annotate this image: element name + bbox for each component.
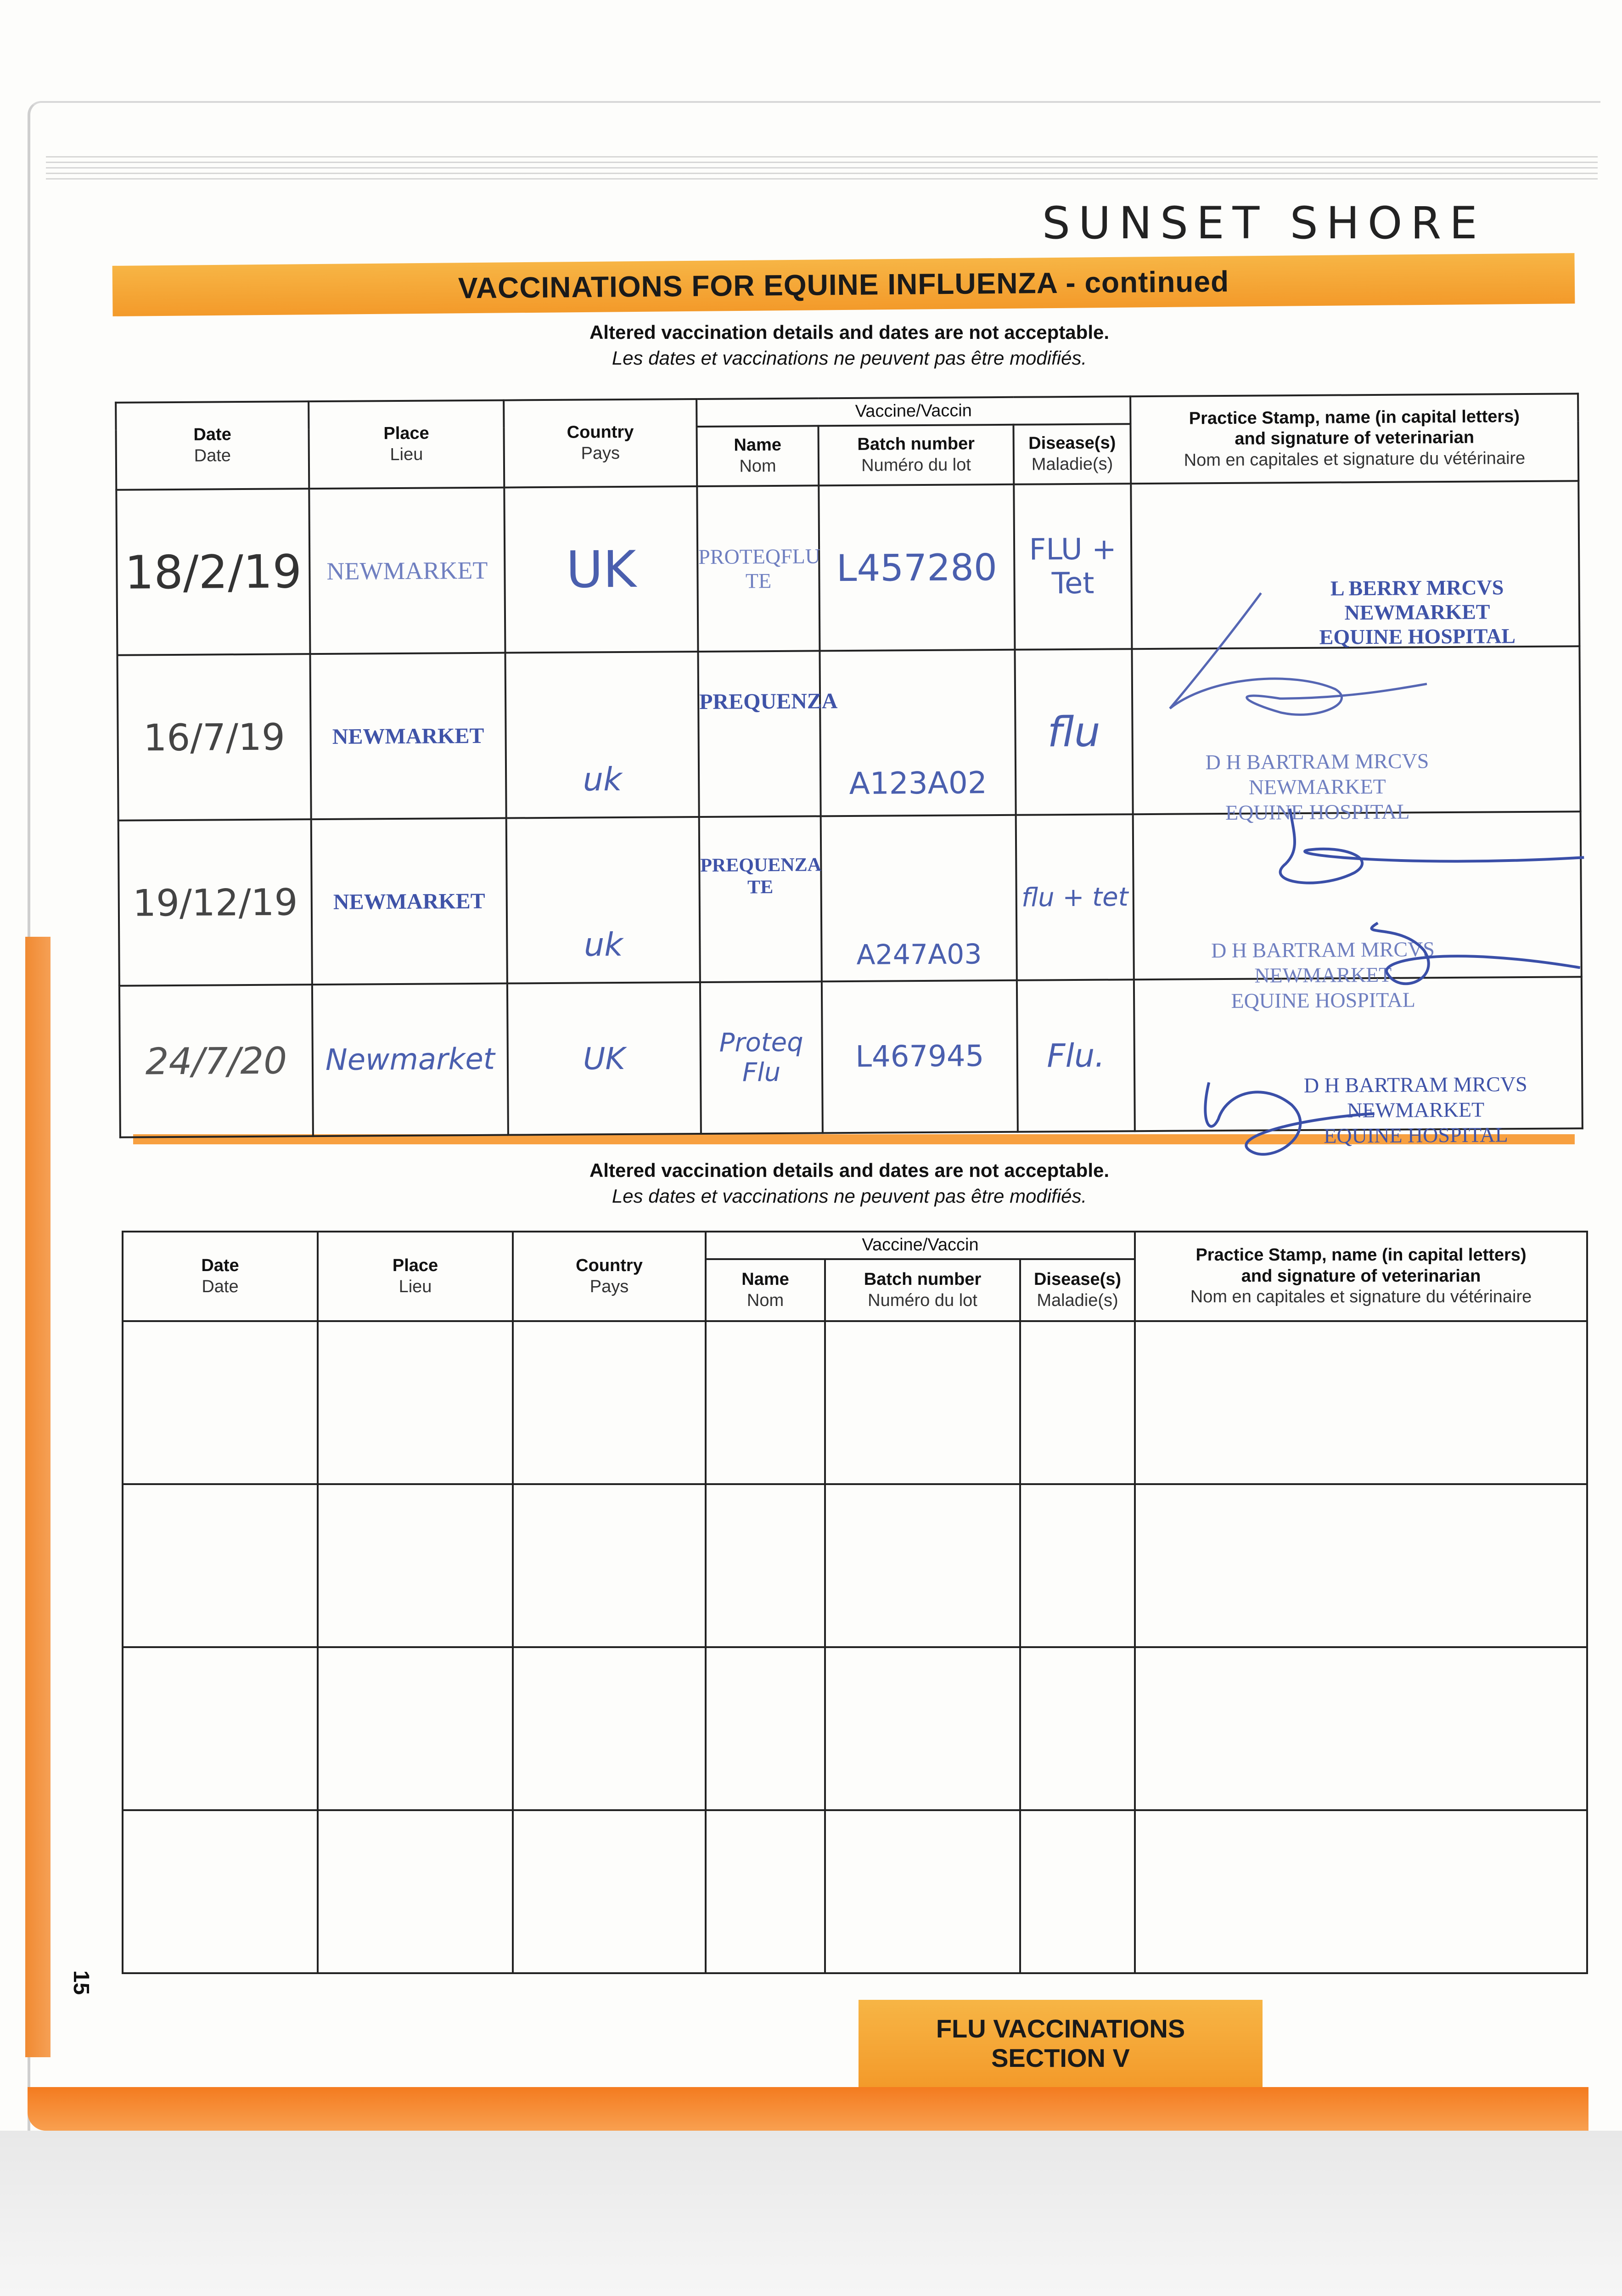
header-country: Country Pays: [513, 1232, 706, 1321]
date-cell: 19/12/19: [118, 819, 312, 986]
date-cell: 24/7/20: [119, 985, 313, 1137]
table-row-empty: [123, 1810, 1587, 1973]
orange-bottom-edge: [28, 2087, 1588, 2131]
vaccine-name-cell: Proteq Flu: [700, 981, 823, 1134]
vaccination-table-bottom: [122, 1231, 1588, 1974]
header-date: Date Date: [116, 401, 309, 490]
stamp-line: EQUINE HOSPITAL: [1319, 624, 1516, 649]
stamp-line: EQUINE HOSPITAL: [1324, 1123, 1508, 1148]
place-cell: NEWMARKET: [310, 653, 506, 820]
section-tag-line2: SECTION V: [991, 2043, 1130, 2072]
header-batch: Batch number Numéro du lot: [825, 1259, 1020, 1321]
vaccine-name-cell: PROTEQFLU TE: [697, 485, 819, 652]
header-disease: Disease(s) Maladie(s): [1013, 424, 1131, 484]
vet-signature: [1226, 798, 1594, 892]
stamp-cell: [1131, 481, 1579, 649]
section-tag-line1: FLU VACCINATIONS: [936, 2014, 1185, 2043]
table-row-empty: [123, 1484, 1587, 1647]
orange-spine: [25, 937, 51, 2057]
country-cell: UK: [507, 982, 701, 1135]
stamp-line: NEWMARKET: [1254, 962, 1392, 987]
vet-signature: [1309, 908, 1585, 1011]
notice-fr: Les dates et vaccinations ne peuvent pas être modifiés.: [612, 1185, 1087, 1207]
date-cell: 16/7/19: [118, 654, 311, 821]
vaccine-name-cell: PREQUENZA: [698, 651, 820, 817]
stamp-line: EQUINE HOSPITAL: [1225, 799, 1410, 825]
batch-cell: A247A03: [821, 815, 1017, 982]
header-vaccine: Vaccine/Vaccin: [696, 396, 1130, 427]
scan-artifact: [46, 156, 1598, 184]
date-cell: 18/2/19: [116, 489, 310, 655]
header-batch: Batch number Numéro du lot: [818, 425, 1014, 486]
notice-bottom: [321, 1159, 1377, 1207]
country-cell: uk: [506, 817, 700, 984]
page-number: 15: [69, 1970, 94, 1995]
header-date: Date Date: [123, 1232, 318, 1321]
place-cell: Newmarket: [312, 984, 508, 1137]
place-cell: NEWMARKET: [311, 818, 507, 985]
notice-fr: Les dates et vaccinations ne peuvent pas être modifiés.: [612, 347, 1087, 369]
stamp-line: D H BARTRAM MRCVS: [1205, 749, 1429, 774]
header-stamp: Practice Stamp, name (in capital letters) and signature of veterinarian Nom en capitales et signature du vétérinaire: [1130, 394, 1578, 484]
notice-en: Altered vaccination details and dates are not acceptable.: [589, 1159, 1110, 1181]
batch-cell: L457280: [819, 484, 1015, 651]
header-country: Country Pays: [504, 399, 697, 488]
disease-cell: flu + tet: [1016, 814, 1134, 980]
country-cell: UK: [504, 486, 698, 653]
vaccine-name-cell: PREQUENZA TE: [699, 816, 822, 982]
batch-cell: A123A02: [819, 650, 1016, 816]
disease-cell: Flu.: [1017, 979, 1135, 1132]
disease-cell: flu: [1015, 649, 1133, 815]
section-tag: [859, 2000, 1263, 2087]
stamp-line: NEWMARKET: [1344, 600, 1490, 625]
stamp-line: EQUINE HOSPITAL: [1231, 988, 1415, 1013]
place-cell: NEWMARKET: [309, 488, 505, 654]
header-name: Name Nom: [696, 426, 819, 486]
country-cell: uk: [505, 652, 699, 818]
stamp-line: D H BARTRAM MRCVS: [1211, 937, 1435, 962]
scan-shadow: [0, 2131, 1622, 2296]
header-vaccine: Vaccine/Vaccin: [706, 1232, 1135, 1259]
table-row-empty: [123, 1321, 1587, 1484]
stamp-line: L BERRY MRCVS: [1330, 575, 1504, 600]
table-row: [116, 481, 1579, 655]
stamp-line: NEWMARKET: [1248, 775, 1386, 799]
stamp-line: D H BARTRAM MRCVS: [1303, 1072, 1527, 1097]
header-disease: Disease(s) Maladie(s): [1020, 1259, 1135, 1321]
header-place: Place Lieu: [318, 1232, 513, 1321]
horse-name: SUNSET SHORE: [1042, 197, 1486, 249]
header-stamp: Practice Stamp, name (in capital letters) and signature of veterinarian Nom en capitales et signature du vétérinaire: [1135, 1232, 1587, 1321]
batch-cell: L467945: [822, 980, 1018, 1133]
notice-top: [321, 321, 1377, 369]
vet-signature: [1142, 573, 1556, 722]
notice-en: Altered vaccination details and dates are not acceptable.: [589, 321, 1110, 343]
stamp-line: NEWMARKET: [1347, 1097, 1485, 1122]
vaccination-table-top: [115, 393, 1583, 1148]
disease-cell: FLU + Tet: [1014, 484, 1132, 650]
header-place: Place Lieu: [309, 400, 504, 489]
table-row-empty: [123, 1647, 1587, 1810]
banner-title: VACCINATIONS FOR EQUINE INFLUENZA - continued: [458, 264, 1229, 305]
header-name: Name Nom: [706, 1259, 825, 1321]
